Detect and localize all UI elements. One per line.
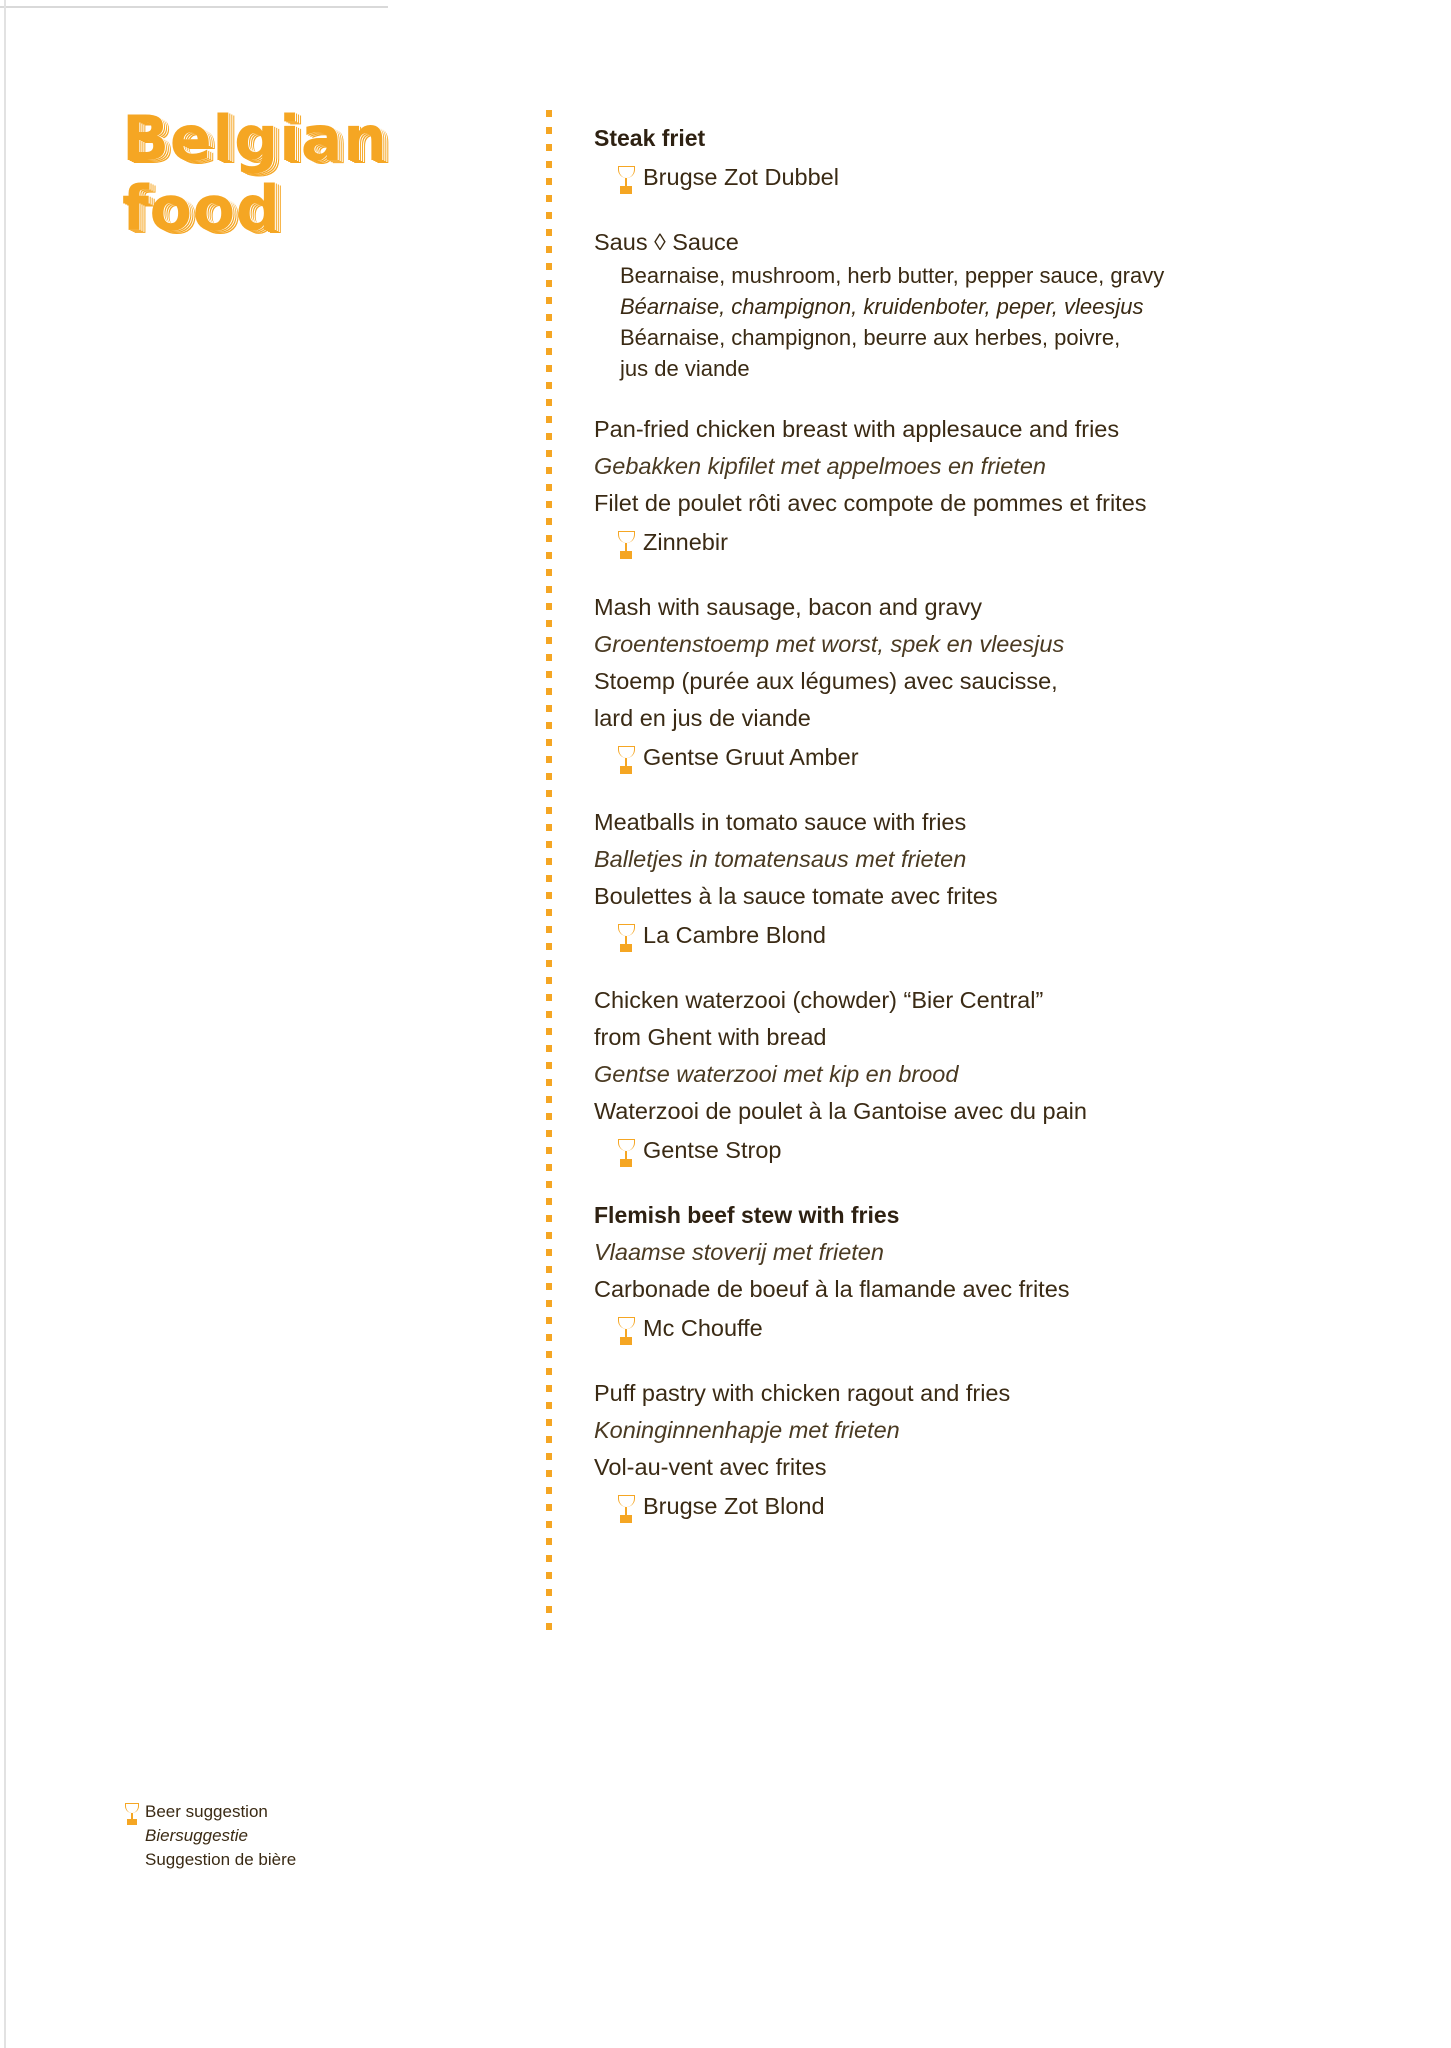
page-title: [122, 104, 502, 244]
page-title-line-2: food: [122, 172, 281, 245]
dish-name-fr: Carbonade de boeuf à la flamande avec frites: [594, 1276, 1070, 1302]
beer-glass-icon: [618, 1138, 635, 1162]
beer-name: La Cambre Blond: [643, 922, 826, 948]
dish-name-en: Puff pastry with chicken ragout and fries: [594, 1380, 1011, 1406]
beer-name: Brugse Zot Blond: [643, 1493, 825, 1519]
menu-item: [594, 804, 1424, 955]
dish-name-fr-cont: lard en jus de viande: [594, 705, 811, 731]
dish-name-fr: Vol-au-vent avec frites: [594, 1454, 827, 1480]
dish-name-en: Chicken waterzooi (chowder) “Bier Central”: [594, 987, 1044, 1013]
beer-glass-icon: [618, 165, 635, 189]
dish-name-en-cont: from Ghent with bread: [594, 1024, 827, 1050]
dish-name-nl: Vlaamse stoverij met frieten: [594, 1239, 884, 1265]
beer-suggestion: [594, 1486, 1424, 1526]
beer-suggestion: [594, 737, 1424, 777]
dotted-divider: [546, 110, 552, 1640]
beer-glass-icon: [618, 745, 635, 769]
menu-item: [594, 982, 1424, 1170]
dish-name-nl: Balletjes in tomatensaus met frieten: [594, 846, 967, 872]
beer-glass-icon: [618, 1494, 635, 1518]
beer-glass-icon: [618, 923, 635, 947]
dish-name-nl: Groentenstoemp met worst, spek en vleesjus: [594, 631, 1065, 657]
dish-name-nl: Gentse waterzooi met kip en brood: [594, 1061, 959, 1087]
beer-name: Mc Chouffe: [643, 1315, 763, 1341]
sauce-heading: Saus ◊ Sauce: [594, 229, 739, 255]
menu-item: [594, 1375, 1424, 1526]
page-title-line-1: Belgian: [122, 102, 388, 175]
dish-name-en: Flemish beef stew with fries: [594, 1202, 900, 1228]
sauce-list-nl: Béarnaise, champignon, kruidenboter, peper, vleesjus: [620, 294, 1144, 319]
sauce-list-en: Bearnaise, mushroom, herb butter, pepper sauce, gravy: [620, 263, 1165, 288]
legend: [125, 1800, 455, 1872]
sauce-list-fr-1: Béarnaise, champignon, beurre aux herbes, poivre,: [620, 325, 1121, 350]
beer-suggestion: [594, 1308, 1424, 1348]
beer-suggestion: [594, 1130, 1424, 1170]
dish-name-fr: Waterzooi de poulet à la Gantoise avec du pain: [594, 1098, 1087, 1124]
beer-glass-icon: [618, 1316, 635, 1340]
dish-name-fr: Boulettes à la sauce tomate avec frites: [594, 883, 998, 909]
menu-item: [594, 120, 1424, 197]
dish-name-en: Pan-fried chicken breast with applesauce and fries: [594, 416, 1120, 442]
beer-suggestion: [594, 915, 1424, 955]
top-rule: [0, 6, 388, 8]
legend-row-en: [125, 1800, 455, 1824]
legend-label-fr: Suggestion de bière: [145, 1850, 297, 1869]
dish-name-fr: Filet de poulet rôti avec compote de pommes et frites: [594, 490, 1147, 516]
beer-glass-icon: [618, 530, 635, 554]
menu-item: [594, 589, 1424, 777]
beer-name: Gentse Strop: [643, 1137, 782, 1163]
beer-glass-icon: [125, 1802, 139, 1822]
dish-name-en: Steak friet: [594, 125, 706, 151]
dish-name-nl: Koninginnenhapje met frieten: [594, 1417, 900, 1443]
beer-name: Zinnebir: [643, 529, 728, 555]
left-edge-rule: [4, 0, 6, 2048]
dish-name-nl: Gebakken kipfilet met appelmoes en frieten: [594, 453, 1046, 479]
beer-name: Brugse Zot Dubbel: [643, 164, 839, 190]
legend-label-en: Beer suggestion: [145, 1802, 268, 1821]
beer-name: Gentse Gruut Amber: [643, 744, 859, 770]
dish-name-en: Meatballs in tomato sauce with fries: [594, 809, 967, 835]
menu-item: [594, 411, 1424, 562]
dish-name-en: Mash with sausage, bacon and gravy: [594, 594, 982, 620]
legend-label-nl: Biersuggestie: [145, 1826, 249, 1845]
beer-suggestion: [594, 522, 1424, 562]
sauce-list-fr-2: jus de viande: [620, 356, 750, 381]
beer-suggestion: [594, 157, 1424, 197]
sauce-block: [594, 224, 1424, 384]
menu-list: [594, 120, 1424, 1553]
dish-name-fr: Stoemp (purée aux légumes) avec saucisse,: [594, 668, 1058, 694]
menu-item: [594, 1197, 1424, 1348]
